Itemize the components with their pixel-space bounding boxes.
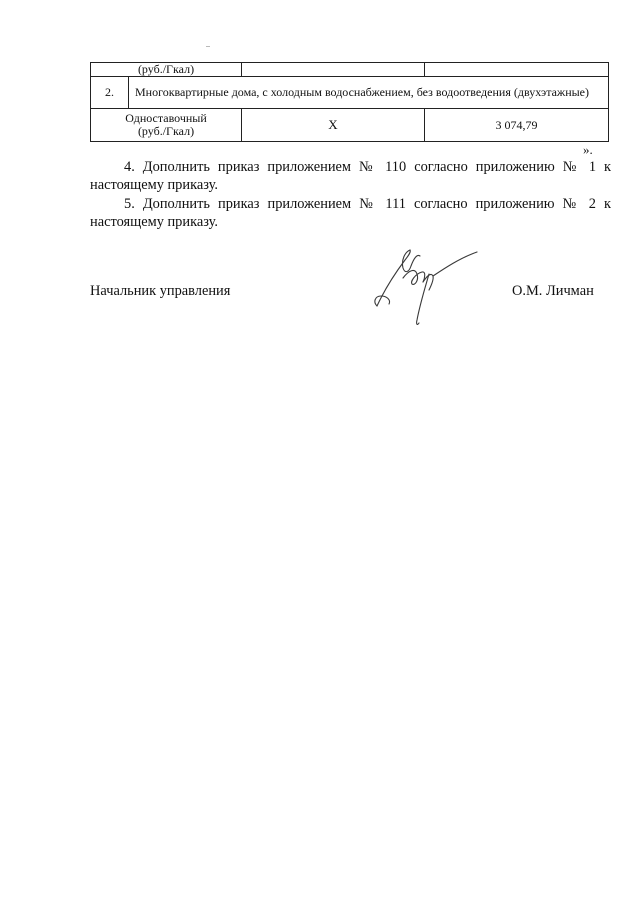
tariff-label-line: Одноставочный — [125, 111, 207, 125]
tariff-value-cell: 3 074,79 — [425, 109, 609, 142]
signatory-name: О.М. Личман — [512, 283, 594, 299]
empty-cell — [425, 63, 609, 77]
scan-speck — [206, 46, 210, 47]
table-row — [91, 77, 609, 109]
paragraph-item-5: 5. Дополнить приказ приложением № 111 согласно приложению № 2 к настоящему приказу. — [90, 196, 611, 230]
row-number-cell: 2. — [91, 77, 129, 109]
handwritten-signature-icon — [365, 238, 490, 328]
category-description-cell: Многоквартирные дома, с холодным водоснабжением, без водоотведения (двухэтажные) — [129, 77, 609, 109]
unit-cell: (руб./Гкал) — [91, 63, 242, 77]
tariff-label-cell — [91, 109, 242, 142]
table-row — [91, 109, 609, 142]
empty-cell — [242, 63, 425, 77]
paragraph-item-4: 4. Дополнить приказ приложением № 110 согласно приложению № 1 к настоящему приказу. — [90, 159, 611, 193]
tariff-table — [90, 62, 609, 142]
closing-quote: ». — [583, 142, 593, 157]
tariff-x-cell: Х — [242, 109, 425, 142]
table-row — [91, 63, 609, 77]
tariff-unit-line: (руб./Гкал) — [137, 124, 195, 139]
signatory-title: Начальник управления — [90, 283, 231, 299]
